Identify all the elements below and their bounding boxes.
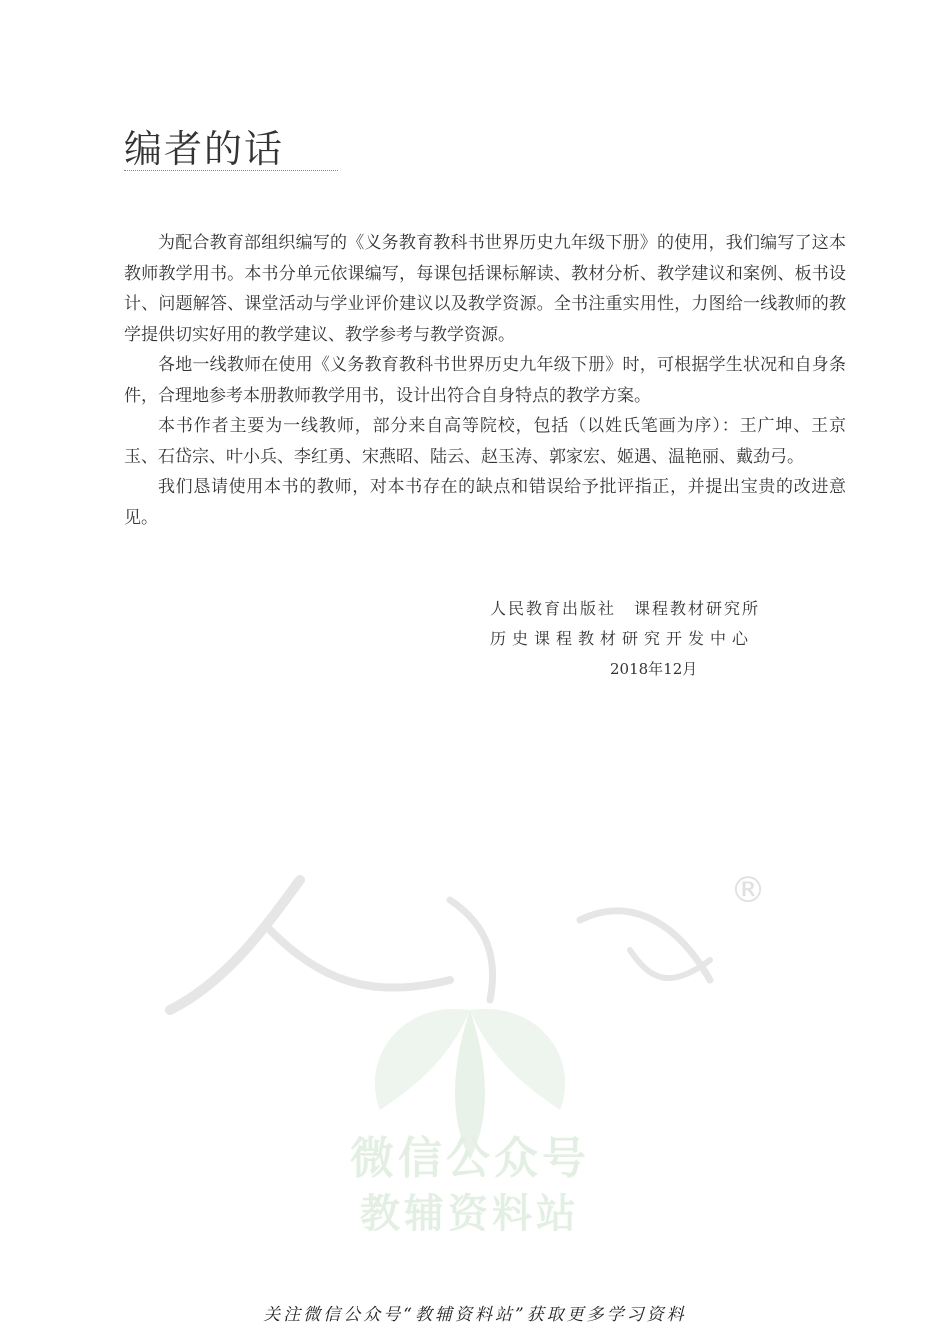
watermark-line-2: 教辅资料站	[360, 1191, 580, 1237]
watermark-line-1: 微信公众号	[350, 1133, 590, 1184]
paragraph-3: 本书作者主要为一线教师，部分来自高等院校，包括（以姓氏笔画为序）：王广坤、王京玉、石岱宗、叶小兵、李红勇、宋燕昭、陆云、赵玉涛、郭家宏、姬遇、温艳丽、戴劲弓。	[124, 416, 846, 467]
paragraph-4: 我们恳请使用本书的教师，对本书存在的缺点和错误给予批评指正，并提出宝贵的改进意见。	[124, 477, 846, 528]
paragraph-1: 为配合教育部组织编写的《义务教育教科书世界历史九年级下册》的使用，我们编写了这本教师教学用书。本书分单元依课编写，每课包括课标解读、教材分析、教学建议和案例、板书设计、问题解答、课堂活动与学业评价建议以及教学资源。全书注重实用性，力图给一线教师的教学提供切实好用的教学建议、教学参考与教学资源。	[124, 233, 846, 345]
footer-note: 关注微信公众号“教辅资料站”获取更多学习资料	[263, 1305, 687, 1325]
paragraph-2: 各地一线教师在使用《义务教育教科书世界历史九年级下册》时，可根据学生状况和自身条件，合理地参考本册教师教学用书，设计出符合自身特点的教学方案。	[124, 355, 846, 406]
page-heading: 编者的话	[124, 127, 285, 171]
watermark-registered-mark: ®	[730, 870, 766, 911]
heading-dotted-rule	[124, 170, 338, 171]
watermark	[150, 860, 790, 1240]
signature-date: 2018年12月	[610, 660, 698, 678]
signature-publisher: 人民教育出版社 课程教材研究所	[490, 599, 761, 618]
signature-block	[490, 594, 810, 684]
signature-center: 历史课程教材研究开发中心	[490, 629, 755, 648]
body-text	[124, 228, 846, 533]
